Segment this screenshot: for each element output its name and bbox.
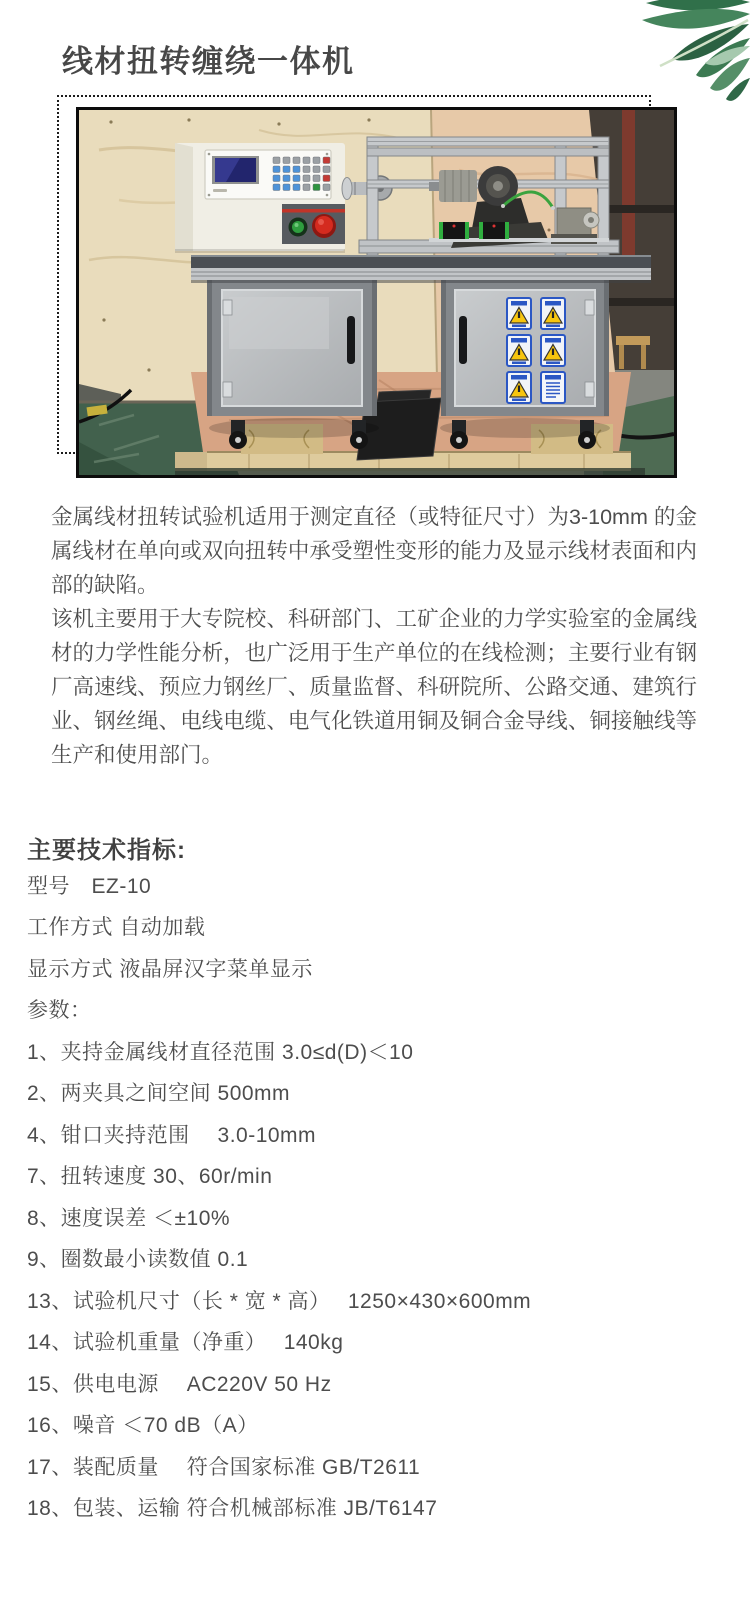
- hinge: [223, 300, 232, 315]
- caster-wheel: [350, 420, 368, 449]
- description-paragraph: 金属线材扭转试验机适用于测定直径（或特征尺寸）为3-10mm 的金属线材在单向或双向扭转中承受塑性变形的能力及显示线材表面和内部的缺陷。: [51, 505, 697, 597]
- spec-row-packaging: 18、包装、运输 符合机械部标准 JB/T6147: [27, 1497, 438, 1521]
- spec-row-min-reading: 9、圈数最小读数值 0.1: [27, 1248, 249, 1272]
- emergency-stop-button: [312, 214, 336, 238]
- control-console: [175, 143, 345, 253]
- machine-photo: [76, 107, 677, 478]
- spec-row-clamp-space: 2、两夹具之间空间 500mm: [27, 1082, 291, 1106]
- caster-wheel: [450, 420, 468, 449]
- spec-row-assembly-quality: 17、装配质量 符合国家标准 GB/T2611: [27, 1455, 421, 1479]
- caster-wheel: [229, 420, 247, 449]
- description-paragraph: 该机主要用于大专院校、科研部门、工矿企业的力学实验室的金属线材的力学性能分析，也广泛用于生产单位的在线检测；主要行业有钢厂高速线、预应力钢丝厂、质量监督、科研院所、公路交通、建筑行业、钢丝绳、电线电缆、电气化铁道用铜及铜合金导线、铜接触线等生产和使用部门。: [51, 607, 697, 767]
- door-handle: [459, 316, 467, 364]
- spec-row-jaw-range: 4、钳口夹持范围 3.0-10mm: [27, 1123, 317, 1147]
- table-top: [191, 255, 651, 283]
- specs-list: [27, 864, 717, 1528]
- spec-row-work-mode: 工作方式 自动加载: [27, 916, 206, 940]
- spec-row-display-mode: 显示方式 液晶屏汉字菜单显示: [27, 957, 313, 981]
- product-description: [51, 500, 697, 772]
- spec-row-diameter-range: 1、夹持金属线材直径范围 3.0≤d(D)＜10: [27, 1040, 414, 1064]
- specs-heading: 主要技术指标:: [27, 837, 186, 864]
- start-button: [289, 218, 308, 237]
- spec-row-noise: 16、噪音 ＜70 dB（A）: [27, 1414, 259, 1438]
- spec-row-power-supply: 15、供电电源 AC220V 50 Hz: [27, 1372, 332, 1396]
- machine-photo-illustration: [79, 110, 674, 475]
- spec-row-speed-error: 8、速度误差 ＜±10%: [27, 1206, 231, 1230]
- spec-row-torsion-speed: 7、扭转速度 30、60r/min: [27, 1165, 273, 1189]
- right-cabinet: [440, 280, 610, 449]
- spec-row-weight: 14、试验机重量（净重） 140kg: [27, 1331, 344, 1355]
- door-handle: [347, 316, 355, 364]
- page-title: 线材扭转缠绕一体机: [62, 44, 355, 79]
- spec-row-parameters-label: 参数：: [27, 999, 92, 1023]
- spec-row-model: 型号 EZ-10: [27, 874, 152, 898]
- left-cabinet: [207, 280, 379, 449]
- hinge: [585, 300, 594, 315]
- brand-label: [213, 189, 227, 192]
- hinge: [223, 382, 232, 397]
- caster-wheel: [578, 420, 596, 449]
- lcd-screen: [212, 156, 259, 184]
- spec-row-dimensions: 13、试验机尺寸（长 * 宽 * 高） 1250×430×600mm: [27, 1289, 532, 1313]
- hinge: [585, 382, 594, 397]
